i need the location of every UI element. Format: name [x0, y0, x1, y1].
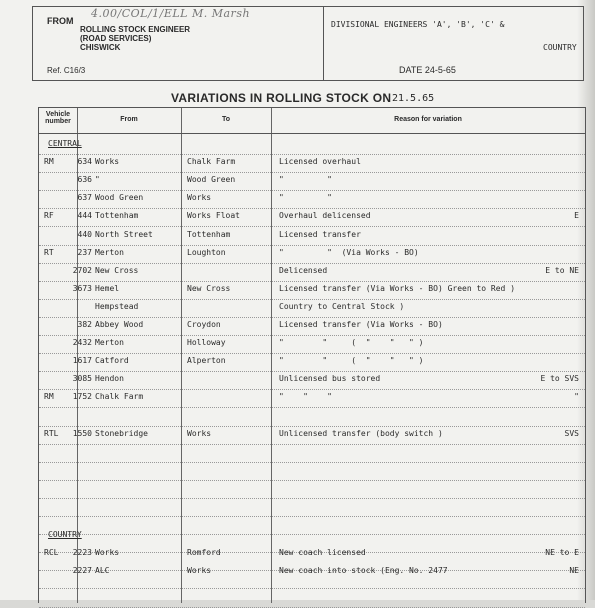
- status-code: ": [574, 392, 579, 402]
- column-divider: [271, 108, 272, 603]
- ruled-line: [39, 317, 585, 318]
- to-cell: Loughton: [187, 247, 226, 257]
- sender-line: (ROAD SERVICES): [80, 34, 152, 43]
- from-cell: Tottenham: [95, 211, 139, 221]
- to-cell: Works Float: [187, 211, 240, 221]
- ruled-line: [39, 407, 585, 408]
- header-rule: [39, 133, 585, 134]
- document-title-date: 21.5.65: [392, 93, 435, 104]
- vehicle-number: 440: [77, 229, 92, 239]
- vehicle-class: RTL: [44, 428, 59, 438]
- reason-cell: Licensed transfer (Via Works - BO) Green to Red ): [279, 283, 516, 293]
- ruled-line: [39, 172, 585, 173]
- section-heading: CENTRAL: [48, 139, 82, 148]
- memo-date: DATE 24-5-65: [399, 65, 456, 75]
- reason-cell: " " ( " " " ): [279, 338, 424, 348]
- from-cell: Hemel: [95, 283, 120, 293]
- to-cell: Wood Green: [187, 175, 236, 185]
- to-cell: Works: [187, 193, 212, 203]
- from-cell: Abbey Wood: [95, 320, 144, 329]
- header-divider: [323, 7, 324, 80]
- reference-number: Ref. C16/3: [47, 66, 86, 75]
- ruled-line: [39, 226, 585, 227]
- vehicle-class: RM: [44, 157, 54, 167]
- to-cell: Romford: [187, 548, 221, 558]
- to-cell: Works: [187, 428, 212, 438]
- status-code: E: [574, 211, 579, 221]
- reason-cell: " " (Via Works - BO): [279, 247, 419, 257]
- reason-cell: " " ": [279, 392, 332, 402]
- vehicle-number: 444: [77, 211, 92, 221]
- column-header-from: From: [120, 116, 138, 123]
- reason-cell: New coach licensed: [279, 548, 366, 558]
- sender-line: CHISWICK: [80, 43, 121, 52]
- ruled-line: [39, 371, 585, 372]
- from-cell: Works: [95, 548, 120, 558]
- status-code: NE to E: [545, 548, 579, 558]
- vehicle-number: 3673: [72, 283, 92, 293]
- reason-cell: Licensed transfer: [279, 229, 361, 239]
- reason-cell: " ": [279, 193, 332, 203]
- status-code: SVS: [564, 428, 579, 438]
- ruled-line: [39, 245, 585, 246]
- ruled-line: [39, 426, 585, 427]
- ruled-line: [39, 607, 585, 608]
- from-cell: ALC: [95, 566, 110, 576]
- vehicle-number: 1617: [72, 356, 92, 366]
- handwritten-annotation: 4.00/COL/1/ELL M. Marsh: [91, 7, 251, 20]
- ruled-line: [39, 389, 585, 390]
- ruled-line: [39, 353, 585, 354]
- vehicle-number: 637: [77, 193, 92, 203]
- column-header-vehicle: Vehicle number: [45, 111, 71, 125]
- ruled-line: [39, 480, 585, 481]
- ruled-line: [39, 588, 585, 589]
- from-cell: New Cross: [95, 265, 139, 275]
- to-cell: Chalk Farm: [187, 157, 236, 167]
- from-cell: Stonebridge: [95, 428, 148, 438]
- from-cell: Wood Green: [95, 193, 144, 203]
- recipient-line-2: COUNTRY: [543, 43, 577, 52]
- to-cell: Holloway: [187, 338, 226, 348]
- to-cell: New Cross: [187, 283, 231, 293]
- section-heading: COUNTRY: [48, 530, 82, 539]
- from-cell: Catford: [95, 356, 129, 366]
- vehicle-number: 382: [77, 320, 92, 329]
- variations-table: [38, 107, 586, 603]
- ruled-line: [39, 281, 585, 282]
- sender-block: [80, 25, 190, 52]
- from-cell: Chalk Farm: [95, 392, 144, 402]
- vehicle-number: 237: [77, 247, 92, 257]
- recipient-line: DIVISIONAL ENGINEERS 'A', 'B', 'C' &: [331, 20, 505, 29]
- status-code: E to NE: [545, 265, 579, 275]
- reason-cell: New coach into stock (Eng. No. 2477: [279, 566, 448, 576]
- reason-cell: Licensed transfer (Via Works - BO): [279, 320, 443, 329]
- from-cell: ": [95, 175, 100, 185]
- vehicle-class: RCL: [44, 548, 59, 558]
- vehicle-number: 634: [77, 157, 92, 167]
- vehicle-number: 3085: [72, 374, 92, 384]
- vehicle-number: 2432: [72, 338, 92, 348]
- ruled-line: [39, 498, 585, 499]
- from-label: FROM: [47, 16, 74, 26]
- ruled-line: [39, 534, 585, 535]
- from-cell: Hendon: [95, 374, 124, 384]
- vehicle-number: 1752: [72, 392, 92, 402]
- vehicle-class: RF: [44, 211, 54, 221]
- ruled-line: [39, 335, 585, 336]
- document-title: VARIATIONS IN ROLLING STOCK ON: [171, 91, 392, 105]
- from-cell: North Street: [95, 229, 153, 239]
- vehicle-number: 2702: [72, 265, 92, 275]
- status-code: NE: [569, 566, 579, 576]
- ruled-line: [39, 208, 585, 209]
- ruled-line: [39, 516, 585, 517]
- vehicle-number: 2223: [72, 548, 92, 558]
- column-header-to: To: [221, 116, 231, 123]
- from-cell: Merton: [95, 338, 124, 348]
- ruled-line: [39, 299, 585, 300]
- reason-cell: Country to Central Stock ): [279, 301, 405, 311]
- reason-cell: Licensed overhaul: [279, 157, 361, 167]
- to-cell: Tottenham: [187, 229, 231, 239]
- reason-cell: Unlicensed bus stored: [279, 374, 381, 384]
- reason-cell: " ": [279, 175, 332, 185]
- ruled-line: [39, 462, 585, 463]
- column-divider: [181, 108, 182, 603]
- ruled-line: [39, 154, 585, 155]
- to-cell: Alperton: [187, 356, 226, 366]
- ruled-line: [39, 444, 585, 445]
- column-header-reason: Reason for variation: [394, 116, 462, 123]
- vehicle-number: 636: [77, 175, 92, 185]
- vehicle-class: RT: [44, 247, 54, 257]
- reason-cell: Unlicensed transfer (body switch ): [279, 428, 443, 438]
- from-cell: Works: [95, 157, 120, 167]
- ruled-line: [39, 263, 585, 264]
- to-cell: Croydon: [187, 320, 221, 329]
- reason-cell: Delicensed: [279, 265, 328, 275]
- reason-cell: Overhaul delicensed: [279, 211, 371, 221]
- status-code: E to SVS: [540, 374, 579, 384]
- to-cell: Works: [187, 566, 212, 576]
- vehicle-number: 2227: [72, 566, 92, 576]
- from-cell: Merton: [95, 247, 124, 257]
- vehicle-class: RM: [44, 392, 54, 402]
- reason-cell: " " ( " " " ): [279, 356, 424, 366]
- from-cell: Hempstead: [95, 301, 139, 311]
- ruled-line: [39, 190, 585, 191]
- memo-header: [32, 6, 584, 81]
- vehicle-number: 1550: [72, 428, 92, 438]
- sender-line: ROLLING STOCK ENGINEER: [80, 25, 191, 34]
